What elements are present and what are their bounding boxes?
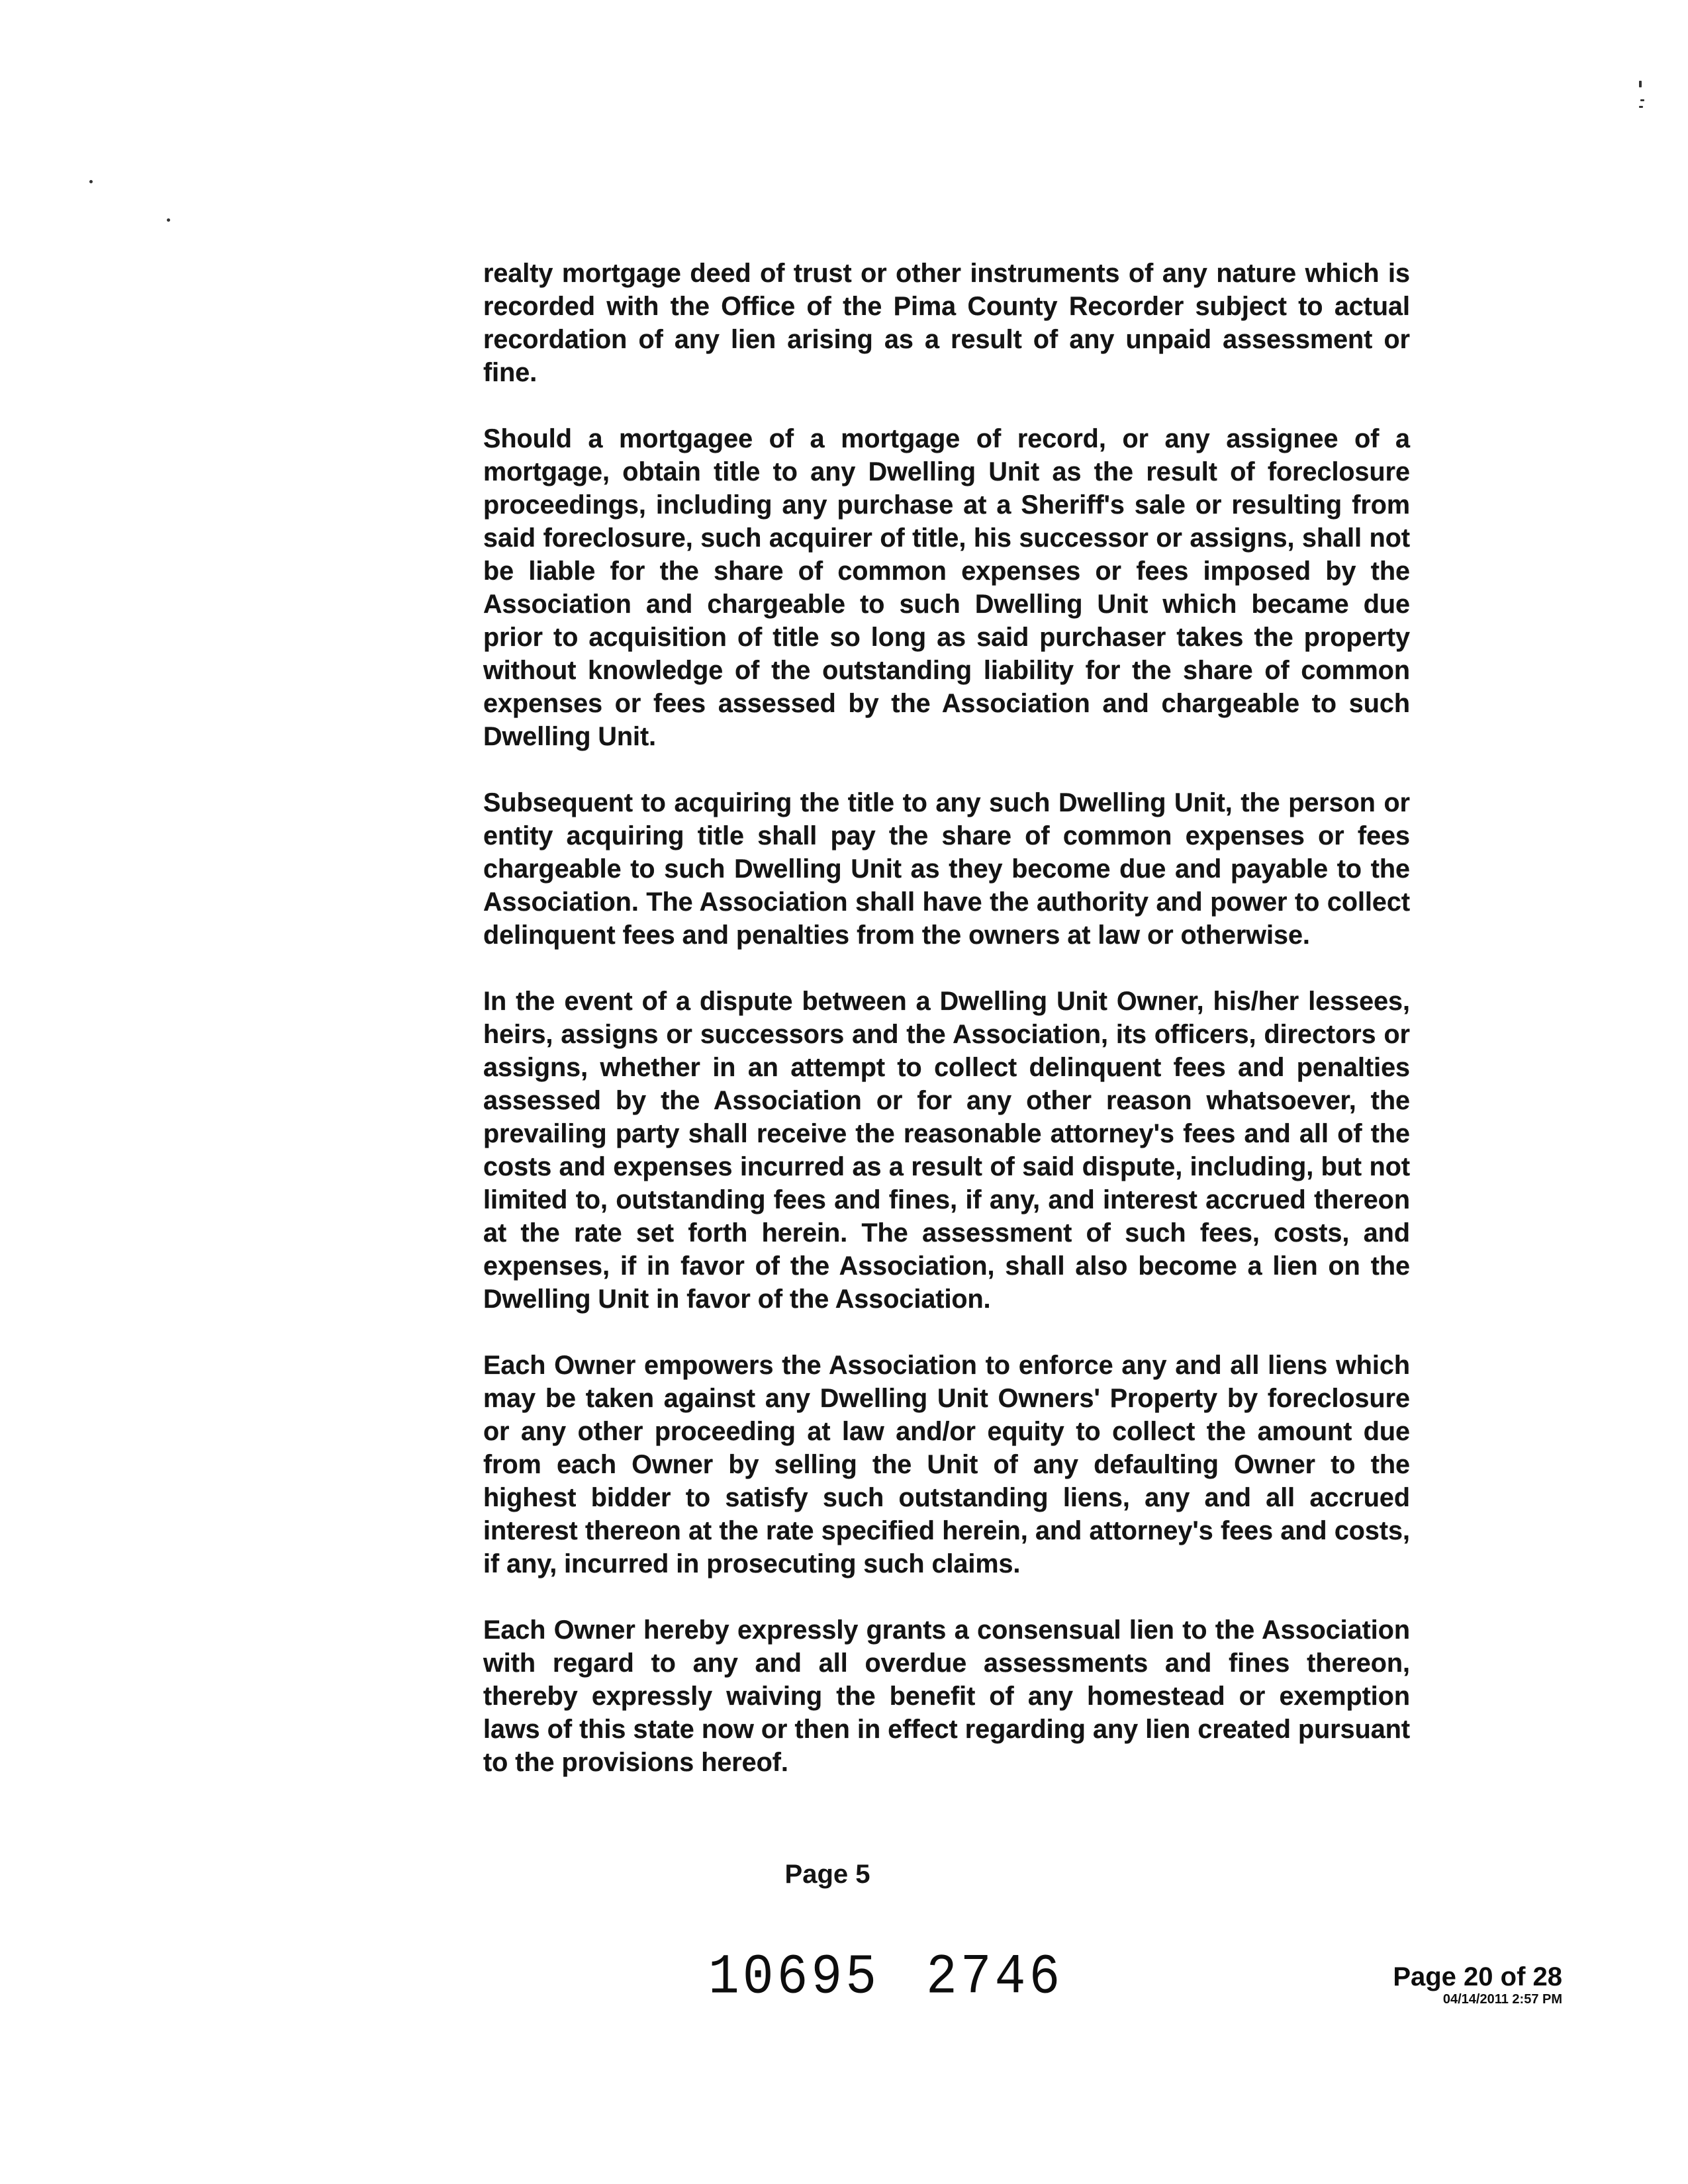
scan-speck [1640,99,1644,101]
recording-docket: 10695 [708,1946,880,2010]
recording-number [708,1946,1063,2010]
document-body [483,257,1410,1812]
recorder-stamp [1350,1962,1562,2007]
recorder-page-count: Page 20 of 28 [1393,1962,1562,1991]
page-number: Page 5 [784,1860,870,1889]
scan-speck [89,180,93,183]
recording-page: 2746 [926,1946,1064,2010]
paragraph-lien-recordation: realty mortgage deed of trust or other instruments of any nature which is recorded with the Office of the Pima County Recorder subject to actual recordation of any lien arising as a result of any unpaid assessment or fine. [483,259,1410,387]
paragraph-lien-enforcement: Each Owner empowers the Association to enforce any and all liens which may be taken against any Dwelling Unit Owners' Property by foreclosure or any other proceeding at law and/or equity to collect the amount due from each Owner by selling the Unit of any defaulting Owner to the highest bidder to satisfy such outstanding liens, any and all accrued interest thereon at the rate specified herein, and attorney's fees and costs, if any, incurred in prosecuting such claims. [483,1351,1410,1578]
scan-speck [1639,81,1642,87]
paragraph-dispute-fees: In the event of a dispute between a Dwelling Unit Owner, his/her lessees, heirs, assigns or successors and the Association, its officers, directors or assigns, whether in an attempt to collect delinquent fees and penalties assessed by the Association or for any other reason whatsoever, the prevailing party shall receive the reasonable attorney's fees and all of the costs and expenses incurred as a result of said dispute, including, but not limited to, outstanding fees and fines, if any, and interest accrued thereon at the rate set forth herein. The assessment of such fees, costs, and expenses, if in favor of the Association, shall also become a lien on the Dwelling Unit in favor of the Association. [483,987,1410,1314]
paragraph-consensual-lien: Each Owner hereby expressly grants a consensual lien to the Association with regard to any and all overdue assessments and fines thereon, thereby expressly waiving the benefit of any homestead or exemption laws of this state now or then in effect regarding any lien created pursuant to the provisions hereof. [483,1615,1410,1777]
paragraph-mortgagee-foreclosure: Should a mortgagee of a mortgage of record, or any assignee of a mortgage, obtain title to any Dwelling Unit as the result of foreclosure proceedings, including any purchase at a Sheriff's sale or resulting from said foreclosure, such acquirer of title, his successor or assigns, shall not be liable for the share of common expenses or fees imposed by the Association and chargeable to such Dwelling Unit which became due prior to acquisition of title so long as said purchaser takes the property without knowledge of the outstanding liability for the share of common expenses or fees assessed by the Association and chargeable to such Dwelling Unit. [483,424,1410,751]
scan-speck [1639,106,1643,108]
paragraph-subsequent-acquisition: Subsequent to acquiring the title to any such Dwelling Unit, the person or entity acquiring title shall pay the share of common expenses or fees chargeable to such Dwelling Unit as they become due and payable to the Association. The Association shall have the authority and power to collect delinquent fees and penalties from the owners at law or otherwise. [483,788,1410,950]
scan-speck [167,218,170,222]
recorder-timestamp: 04/14/2011 2:57 PM [1442,1992,1562,2007]
